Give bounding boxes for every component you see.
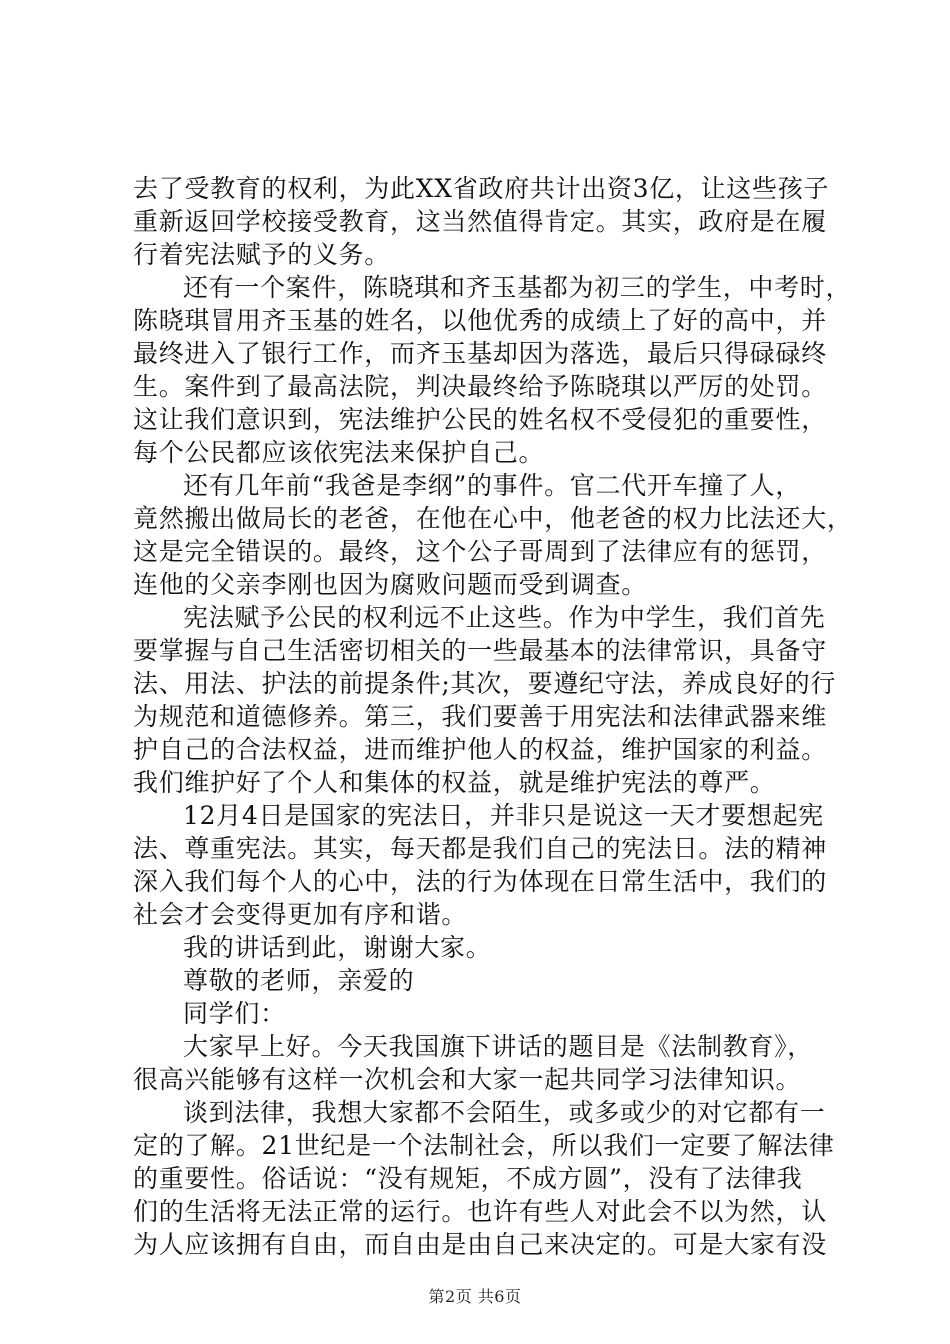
text-line: 很高兴能够有这样一次机会和大家一起共同学习法律知识。	[133, 1065, 802, 1094]
paragraph-first-line: 我的讲话到此，谢谢大家。	[183, 933, 492, 962]
text-line: 这让我们意识到，宪法维护公民的姓名权不受侵犯的重要性，	[133, 405, 827, 434]
text-line: 行着宪法赋予的义务。	[133, 240, 391, 269]
paragraph-first-line: 谈到法律，我想大家都不会陌生，或多或少的对它都有一	[183, 1098, 826, 1127]
paragraph-first-line: 还有一个案件，陈晓琪和齐玉基都为初三的学生，中考时，	[183, 273, 852, 302]
text-line: 法、用法、护法的前提条件;其次，要遵纪守法，养成良好的行	[133, 669, 837, 698]
text-line: 陈晓琪冒用齐玉基的姓名，以他优秀的成绩上了好的高中，并	[133, 306, 827, 335]
text-line: 去了受教育的权利，为此XX省政府共计出资3亿，让这些孩子	[133, 174, 830, 203]
text-line: 每个公民都应该依宪法来保护自己。	[133, 438, 545, 467]
text-line: 竟然搬出做局长的老爸，在他在心中，他老爸的权力比法还大，	[133, 504, 853, 533]
paragraph-first-line: 尊敬的老师，亲爱的	[183, 966, 415, 995]
text-line: 这是完全错误的。最终，这个公子哥周到了法律应有的惩罚，	[133, 537, 827, 566]
body-text	[133, 172, 853, 1261]
text-line: 护自己的合法权益，进而维护他人的权益，维护国家的利益。	[133, 735, 827, 764]
paragraph-first-line: 还有几年前“我爸是李纲”的事件。官二代开车撞了人，	[183, 471, 802, 500]
page-number-footer: 第2页 共6页	[428, 1287, 522, 1306]
text-line: 为规范和道德修养。第三，我们要善于用宪法和法律武器来维	[133, 702, 827, 731]
paragraph-first-line: 宪法赋予公民的权利远不止这些。作为中学生，我们首先	[183, 603, 826, 632]
paragraph-first-line: 12月4日是国家的宪法日，并非只是说这一天才要想起宪	[183, 801, 824, 830]
text-line: 要掌握与自己生活密切相关的一些最基本的法律常识，具备守	[133, 636, 827, 665]
paragraph-first-line: 大家早上好。今天我国旗下讲话的题目是《法制教育》，	[183, 1032, 814, 1061]
text-line: 我们维护好了个人和集体的权益，就是维护宪法的尊严。	[133, 768, 776, 797]
text-line: 重新返回学校接受教育，这当然值得肯定。其实，政府是在履	[133, 207, 827, 236]
text-line: 法、尊重宪法。其实，每天都是我们自己的宪法日。法的精神	[133, 834, 827, 863]
text-line: 定的了解。21世纪是一个法制社会，所以我们一定要了解法律	[133, 1131, 835, 1160]
text-line: 最终进入了银行工作，而齐玉基却因为落选，最后只得碌碌终	[133, 339, 827, 368]
text-line: 深入我们每个人的心中，法的行为体现在日常生活中，我们的	[133, 867, 827, 896]
text-line: 的重要性。俗话说：“没有规矩，不成方圆”，没有了法律我	[133, 1164, 803, 1193]
paragraph-first-line: 同学们：	[183, 999, 286, 1028]
text-line: 连他的父亲李刚也因为腐败问题而受到调查。	[133, 570, 648, 599]
text-line: 为人应该拥有自由，而自由是由自己来决定的。可是大家有没	[133, 1230, 827, 1259]
text-line: 生。案件到了最高法院，判决最终给予陈晓琪以严厉的处罚。	[133, 372, 827, 401]
text-line: 们的生活将无法正常的运行。也许有些人对此会不以为然，认	[133, 1197, 827, 1226]
text-line: 社会才会变得更加有序和谐。	[133, 900, 468, 929]
